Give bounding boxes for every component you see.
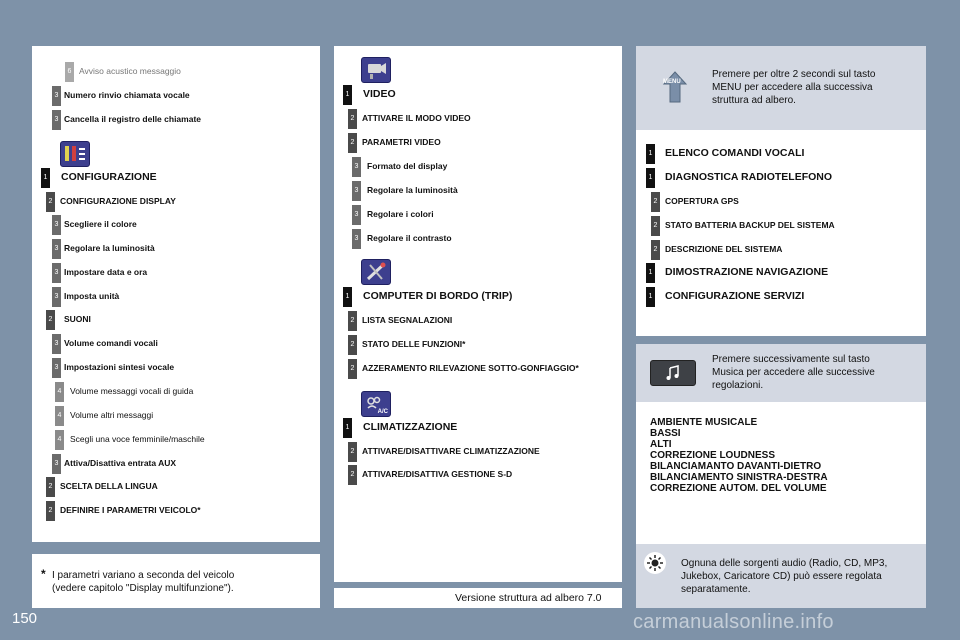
page-number: 150 bbox=[12, 610, 38, 627]
level-badge: 2 bbox=[348, 465, 357, 485]
menu-instruction-line-2: MENU per accedere alla successiva bbox=[712, 82, 873, 93]
level-badge: 1 bbox=[343, 85, 352, 105]
menu-item-label: COPERTURA GPS bbox=[665, 196, 739, 206]
menu-item-label: DIAGNOSTICA RADIOTELEFONO bbox=[665, 171, 833, 183]
menu-item-label: CONFIGURAZIONE DISPLAY bbox=[60, 196, 176, 206]
menu-item-label: Regolare il contrasto bbox=[367, 233, 452, 243]
menu-item-label: DEFINIRE I PARAMETRI VEICOLO* bbox=[60, 505, 201, 515]
menu-item-label: ATTIVARE/DISATTIVARE CLIMATIZZAZIONE bbox=[362, 446, 540, 456]
menu-item-label: Volume comandi vocali bbox=[64, 338, 158, 348]
menu-item-label: Numero rinvio chiamata vocale bbox=[64, 90, 190, 100]
settings-tools-icon bbox=[60, 141, 90, 167]
level-badge: 2 bbox=[348, 442, 357, 462]
level-badge: 3 bbox=[352, 157, 361, 177]
menu-item-label: Scegli una voce femminile/maschile bbox=[70, 434, 205, 444]
menu-key-icon bbox=[660, 66, 690, 108]
watermark: carmanualsonline.info bbox=[633, 611, 834, 633]
level-badge: 2 bbox=[46, 192, 55, 212]
footnote-line-2: (vedere capitolo "Display multifunzione"). bbox=[52, 583, 234, 594]
level-badge: 4 bbox=[55, 382, 64, 402]
level-badge: 1 bbox=[646, 263, 655, 283]
menu-item-label: Impostazioni sintesi vocale bbox=[64, 362, 175, 372]
menu-item-label: VIDEO bbox=[363, 88, 396, 100]
audio-setting-item: BILANCIAMANTO DAVANTI-DIETRO bbox=[650, 461, 822, 472]
footnote-star: * bbox=[41, 567, 46, 581]
menu-item-label: CONFIGURAZIONE bbox=[61, 171, 157, 183]
footnote-line-1: I parametri variano a seconda del veicolo bbox=[52, 570, 235, 581]
level-badge: 3 bbox=[52, 358, 61, 378]
level-badge: 3 bbox=[52, 334, 61, 354]
level-badge: 4 bbox=[55, 406, 64, 426]
audio-setting-item: CORREZIONE AUTOM. DEL VOLUME bbox=[650, 483, 827, 494]
level-badge: 2 bbox=[348, 109, 357, 129]
menu-key-label: MENU bbox=[663, 79, 681, 85]
menu-item-label: Attiva/Disattiva entrata AUX bbox=[64, 458, 177, 468]
level-badge: 2 bbox=[651, 240, 660, 260]
level-badge: 1 bbox=[343, 418, 352, 438]
menu-item-label: ATTIVARE IL MODO VIDEO bbox=[362, 113, 471, 123]
level-badge: 2 bbox=[46, 310, 55, 330]
menu-item-label: AZZERAMENTO RILEVAZIONE SOTTO-GONFIAGGIO* bbox=[362, 363, 579, 373]
menu-item-label: PARAMETRI VIDEO bbox=[362, 137, 441, 147]
level-badge: 1 bbox=[41, 168, 50, 188]
menu-item-label: Scegliere il colore bbox=[64, 219, 137, 229]
level-badge: 4 bbox=[55, 430, 64, 450]
level-badge: 2 bbox=[651, 216, 660, 236]
sun-tip-icon bbox=[644, 552, 666, 574]
tip-line-3: separatamente. bbox=[681, 584, 751, 595]
menu-item-label: Regolare la luminosità bbox=[367, 185, 458, 195]
audio-setting-item: ALTI bbox=[650, 439, 672, 450]
version-label: Versione struttura ad albero 7.0 bbox=[455, 592, 602, 604]
ac-icon-label: A/C bbox=[377, 409, 388, 415]
menu-item-label: LISTA SEGNALAZIONI bbox=[362, 315, 453, 325]
tip-line-1: Ognuna delle sorgenti audio (Radio, CD, MP3, bbox=[681, 558, 888, 569]
level-badge: 2 bbox=[46, 501, 55, 521]
menu-item-label: ELENCO COMANDI VOCALI bbox=[665, 147, 805, 159]
level-badge: 2 bbox=[651, 192, 660, 212]
menu-item-label: Avviso acustico messaggio bbox=[79, 66, 181, 76]
music-instruction-line-1: Premere successivamente sul tasto bbox=[712, 354, 870, 365]
level-badge: 1 bbox=[646, 144, 655, 164]
level-badge: 3 bbox=[52, 239, 61, 259]
level-badge: 6 bbox=[65, 62, 74, 82]
menu-item-label: Impostare data e ora bbox=[64, 267, 148, 277]
audio-setting-item: AMBIENTE MUSICALE bbox=[650, 417, 758, 428]
level-badge: 3 bbox=[52, 287, 61, 307]
menu-item-label: STATO DELLE FUNZIONI* bbox=[362, 339, 466, 349]
menu-item-label: SCELTA DELLA LINGUA bbox=[60, 481, 158, 491]
level-badge: 2 bbox=[46, 477, 55, 497]
menu-instruction-line-1: Premere per oltre 2 secondi sul tasto bbox=[712, 69, 876, 80]
level-badge: 1 bbox=[646, 168, 655, 188]
level-badge: 3 bbox=[352, 181, 361, 201]
video-camera-icon bbox=[361, 57, 391, 83]
level-badge: 3 bbox=[52, 263, 61, 283]
level-badge: 2 bbox=[348, 133, 357, 153]
menu-item-label: DESCRIZIONE DEL SISTEMA bbox=[665, 244, 783, 254]
menu-item-label: Volume messaggi vocali di guida bbox=[70, 386, 194, 396]
level-badge: 2 bbox=[348, 335, 357, 355]
level-badge: 1 bbox=[646, 287, 655, 307]
level-badge: 2 bbox=[348, 311, 357, 331]
audio-settings-list bbox=[650, 417, 828, 494]
level-badge: 3 bbox=[352, 229, 361, 249]
menu-item-label: Formato del display bbox=[367, 161, 448, 171]
audio-setting-item: CORREZIONE LOUDNESS bbox=[650, 450, 776, 461]
level-badge: 1 bbox=[343, 287, 352, 307]
menu-item-label: COMPUTER DI BORDO (TRIP) bbox=[363, 290, 513, 302]
audio-setting-item: BASSI bbox=[650, 428, 681, 439]
menu-item-label: Regolare i colori bbox=[367, 209, 434, 219]
audio-setting-item: BILANCIAMENTO SINISTRA-DESTRA bbox=[650, 472, 828, 483]
level-badge: 3 bbox=[52, 86, 61, 106]
music-instruction-line-2: Musica per accedere alle successive bbox=[712, 367, 875, 378]
menu-item-label: CLIMATIZZAZIONE bbox=[363, 421, 458, 433]
trip-computer-icon bbox=[361, 259, 391, 285]
menu-item-label: STATO BATTERIA BACKUP DEL SISTEMA bbox=[665, 220, 835, 230]
tip-line-2: Jukebox, Caricatore CD) può essere regolata bbox=[681, 571, 882, 582]
menu-item-label: Volume altri messaggi bbox=[70, 410, 154, 420]
menu-item-label: Regolare la luminosità bbox=[64, 243, 155, 253]
level-badge: 3 bbox=[52, 110, 61, 130]
level-badge: 2 bbox=[348, 359, 357, 379]
air-conditioning-icon bbox=[361, 391, 391, 417]
menu-item-label: Cancella il registro delle chiamate bbox=[64, 114, 202, 124]
music-note-icon bbox=[650, 360, 696, 386]
menu-item-label: ATTIVARE/DISATTIVA GESTIONE S-D bbox=[362, 469, 513, 479]
level-badge: 3 bbox=[52, 215, 61, 235]
menu-item-label: CONFIGURAZIONE SERVIZI bbox=[665, 290, 805, 302]
menu-instruction-line-3: struttura ad albero. bbox=[712, 95, 796, 106]
music-instruction-line-3: regolazioni. bbox=[712, 380, 764, 391]
level-badge: 3 bbox=[52, 454, 61, 474]
menu-item-label: SUONI bbox=[64, 314, 91, 324]
menu-item-label: Imposta unità bbox=[64, 291, 120, 301]
menu-item-label: DIMOSTRAZIONE NAVIGAZIONE bbox=[665, 266, 829, 278]
middle-menu-panel bbox=[334, 46, 622, 582]
level-badge: 3 bbox=[352, 205, 361, 225]
